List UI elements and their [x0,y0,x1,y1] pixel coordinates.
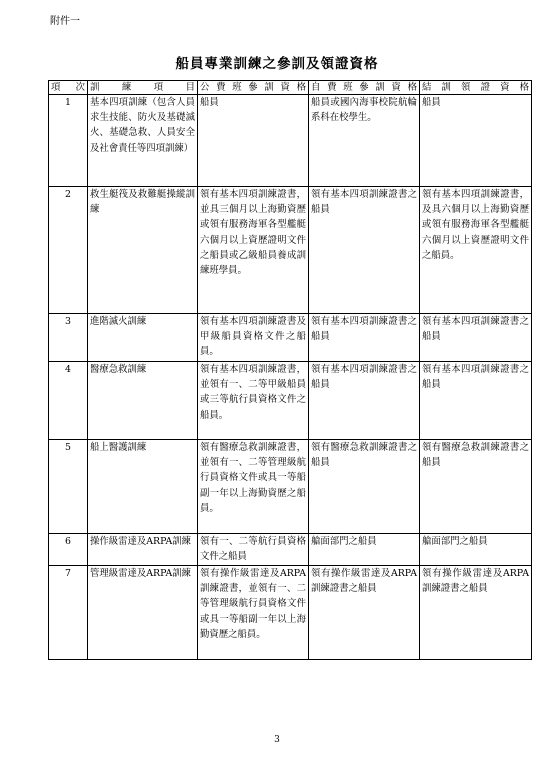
row-cert: 領有基本四項訓練證書，及具六個月以上海勤資歷或領有服務海軍各型艦艇六個月以上資歷證明文件之船員。 [420,187,532,314]
page-number: 3 [274,735,280,745]
row-self: 領有基本四項訓練證書之船員 [309,362,420,440]
row-course: 救生艇筏及救難艇操縱訓練 [88,187,198,314]
table-row [49,314,532,362]
header-course: 訓 練 項 目 [88,81,198,95]
row-public: 領有基本四項訓練證書，並具三個月以上海勤資歷或領有服務海軍各型艦艇六個月以上資歷證明文件之船員或乙級船員養成訓練班學員。 [198,187,309,314]
row-no: 7 [49,566,88,660]
table-row [49,95,532,187]
row-public: 船員 [198,95,309,187]
row-course: 醫療急救訓練 [88,362,198,440]
table-header-row [49,81,532,95]
row-self: 領有醫療急救訓練證書之船員 [309,440,420,534]
row-no: 2 [49,187,88,314]
row-cert: 艙面部門之船員 [420,534,532,566]
row-public: 領有操作級雷達及ARPA訓練證書，並領有一、二等管理級航行員資格文件或具一等船副一年以上海勤資歷之船員。 [198,566,309,660]
row-course: 船上醫護訓練 [88,440,198,534]
header-cert: 結訓領證資格 [420,81,532,95]
row-no: 3 [49,314,88,362]
row-public: 領有基本四項訓練證書，並領有一、二等甲級船員或三等航行員資格文件之船員。 [198,362,309,440]
header-self: 自費班參訓資格 [309,81,420,95]
row-no: 4 [49,362,88,440]
row-self: 領有操作級雷達及ARPA訓練證書之船員 [309,566,420,660]
header-public: 公費班參訓資格 [198,81,309,95]
row-course: 操作級雷達及ARPA訓練 [88,534,198,566]
table-row [49,362,532,440]
row-no: 5 [49,440,88,534]
row-course: 管理級雷達及ARPA訓練 [88,566,198,660]
row-self: 船員或國內海事校院航輪系科在校學生。 [309,95,420,187]
row-no: 6 [49,534,88,566]
header-note: 附件一 [50,16,80,27]
row-cert: 領有基本四項訓練證書之船員 [420,362,532,440]
row-no: 1 [49,95,88,187]
row-self: 領有基本四項訓練證書之船員 [309,314,420,362]
row-self: 艙面部門之船員 [309,534,420,566]
row-public: 領有醫療急救訓練證書，並領有一、二等管理級航行員資格文件或具一等船副一年以上海勤資歷之船員。 [198,440,309,534]
row-self: 領有基本四項訓練證書之船員 [309,187,420,314]
header-no: 項次 [49,81,88,95]
row-cert: 領有操作級雷達及ARPA訓練證書之船員 [420,566,532,660]
table-row [49,534,532,566]
row-course: 進階滅火訓練 [88,314,198,362]
document-title: 船員專業訓練之參訓及領證資格 [175,56,379,72]
row-public: 領有一、二等航行員資格文件之船員 [198,534,309,566]
row-public: 領有基本四項訓練證書及甲級船員資格文件之船員。 [198,314,309,362]
row-course: 基本四項訓練（包含人員求生技能、防火及基礎滅火、基礎急救、人員安全及社會責任等四項訓練） [88,95,198,187]
table-row [49,440,532,534]
row-cert: 船員 [420,95,532,187]
row-cert: 領有醫療急救訓練證書之船員 [420,440,532,534]
table-row [49,566,532,660]
qualification-table [48,80,532,660]
row-cert: 領有基本四項訓練證書之船員 [420,314,532,362]
table-row [49,187,532,314]
